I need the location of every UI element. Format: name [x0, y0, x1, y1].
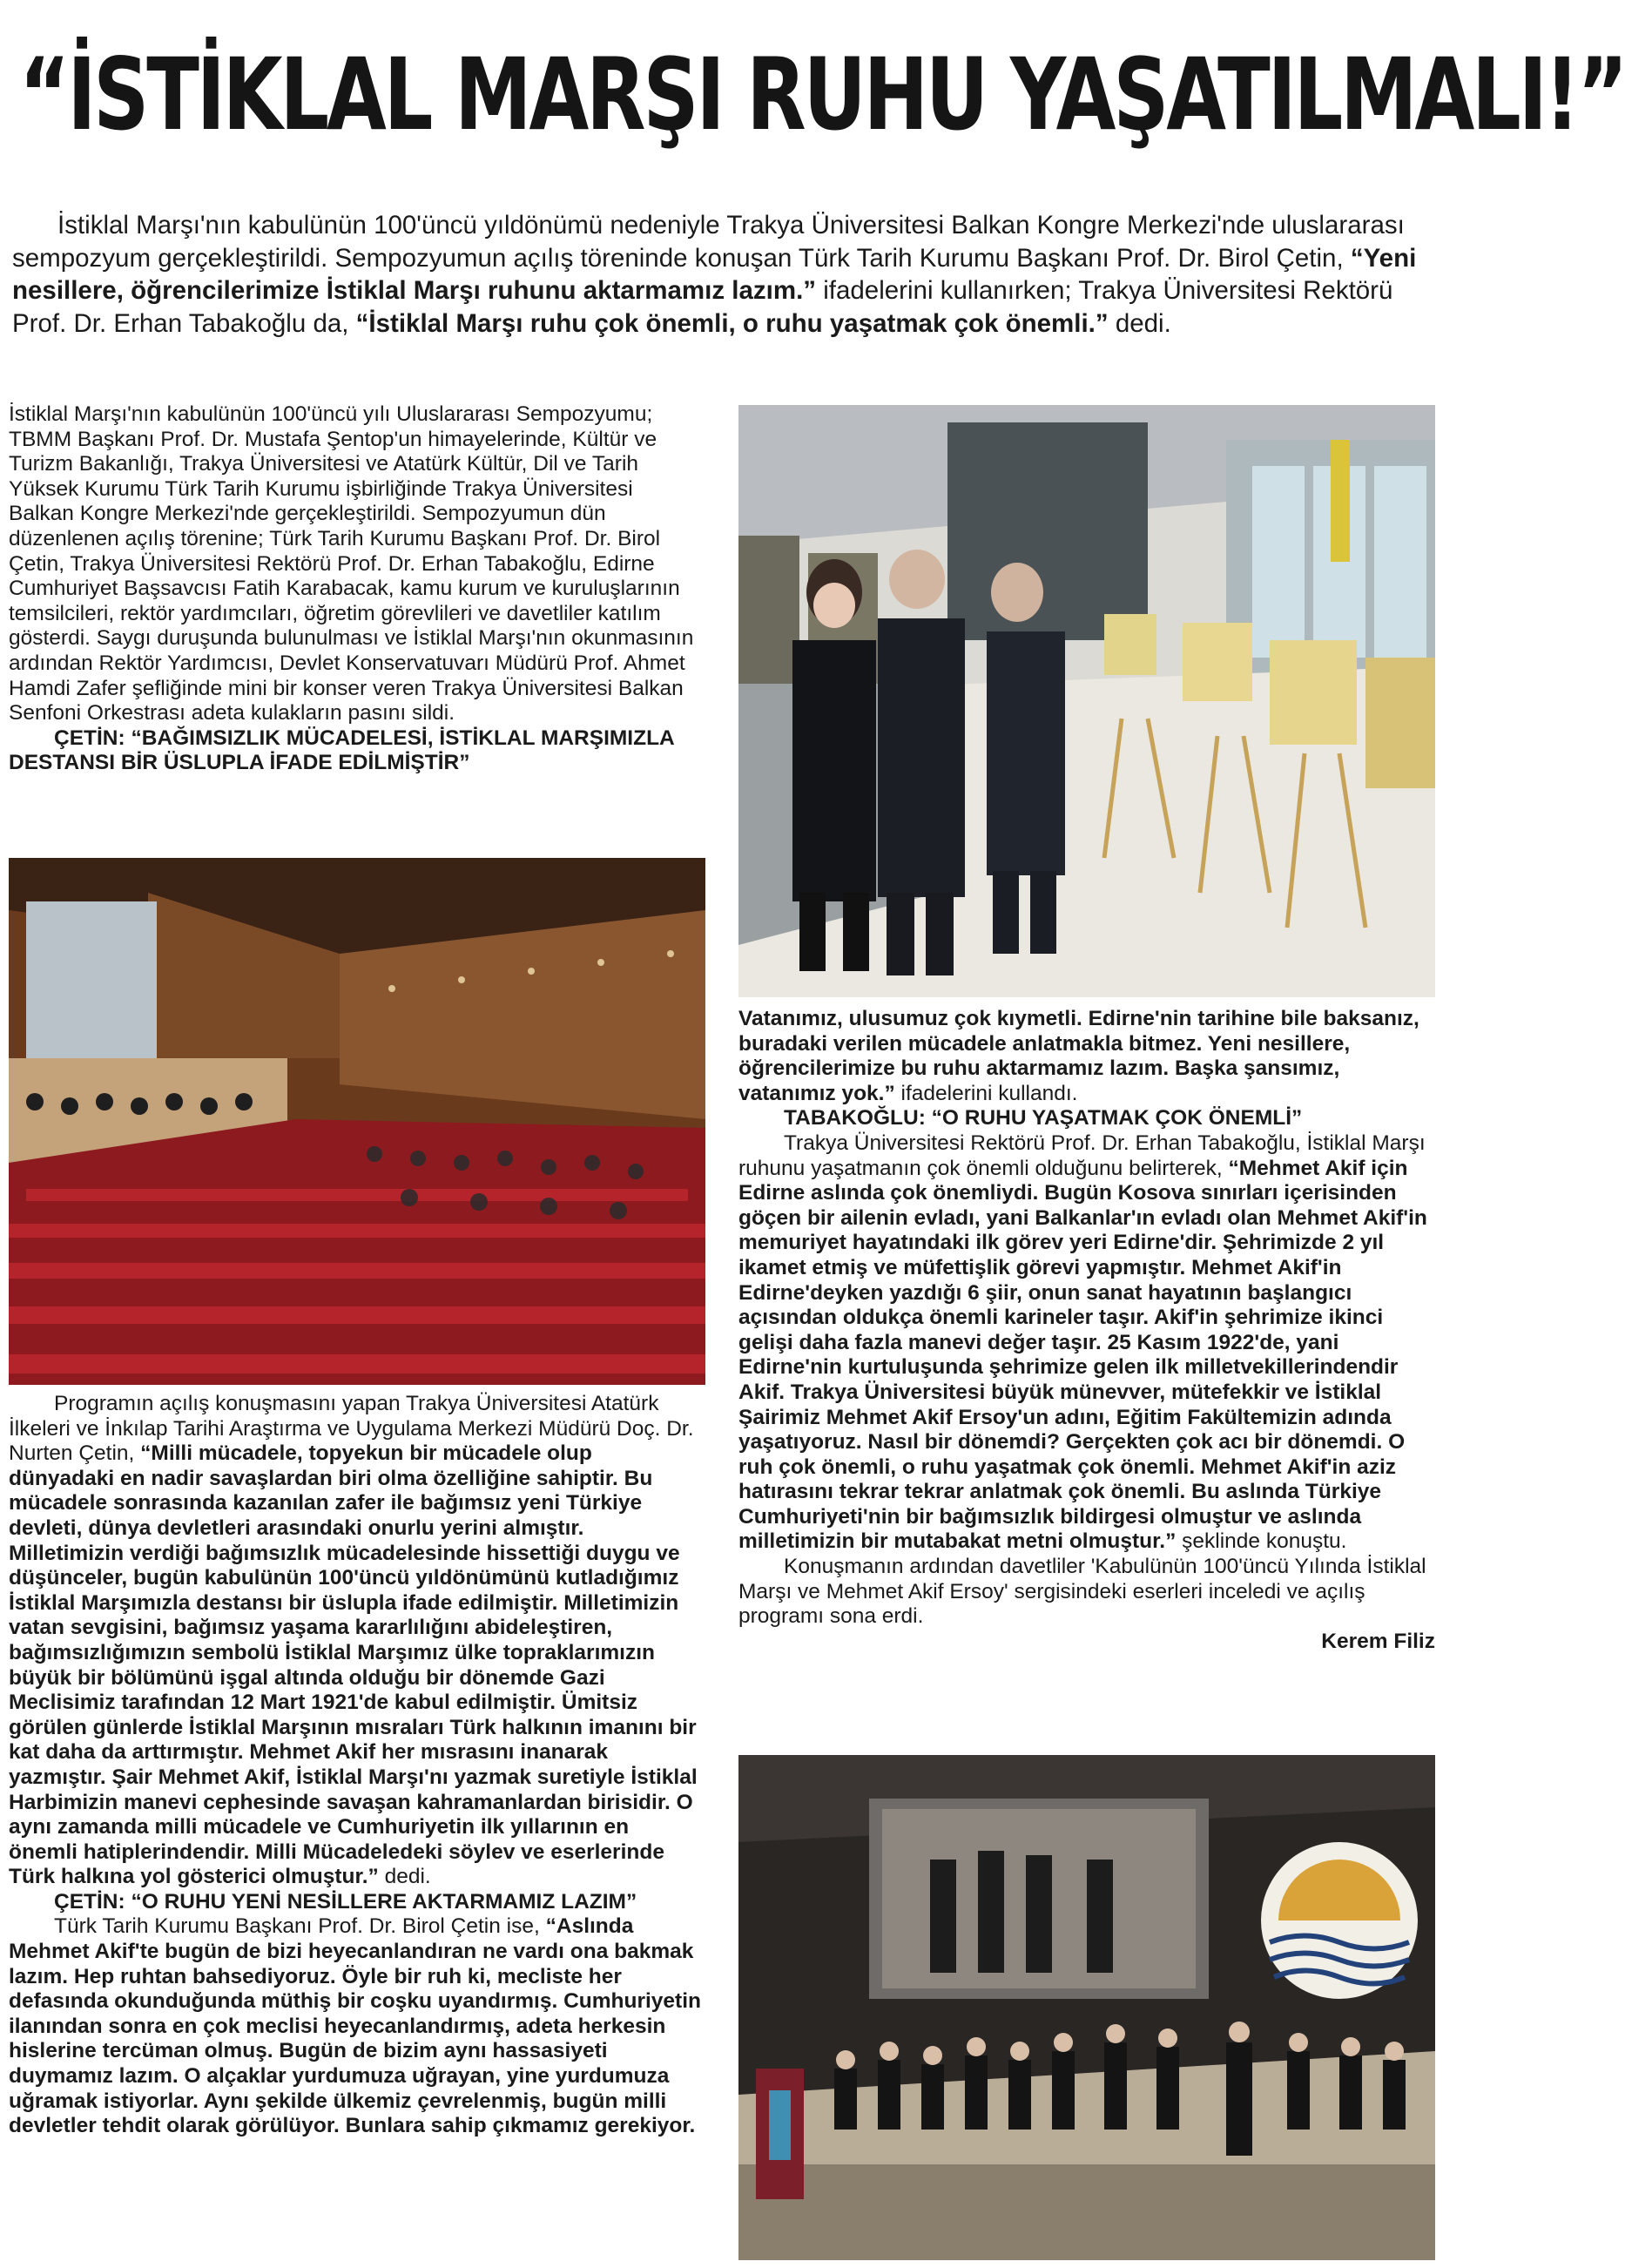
- left-column-top: [9, 402, 701, 776]
- nurten-intro: Programın açılış konuşmasını yapan Trakya Üniversitesi Atatürk İlkeleri ve İnkılap Tarihi Araştırma ve Uygulama Merkezi Müdürü Doç. Dr. Nurten Çetin,: [9, 1392, 694, 1466]
- closing-paragraph: Konuşmanın ardından davetliler 'Kabulünün 100'üncü Yılında İstiklal Marşı ve Mehmet Akif Ersoy' sergisindeki eserleri inceledi ve açılış programı sona erdi.: [738, 1555, 1426, 1629]
- lead-quote-2: “İstiklal Marşı ruhu çok önemli, o ruhu yaşatmak çok önemli.”: [355, 308, 1109, 338]
- orchestra-stage-photo: [738, 1755, 1435, 2260]
- nurten-quote: “Milli mücadele, topyekun bir mücadele olup dünyadaki en nadir savaşlardan biri olma özelliğine sahiptir. Bu mücadele sonrasında kazanılan zafer ile bağımsız yeni Türkiye devleti, dünya devletleri arasındaki onurlu yerini almıştır. Milletimizin verdiği bağımsızlık mücadelesinde hissettiği duygu ve düşünceler, bugün kabulünün 100'üncü yıldönümünü kutladığımız İstiklal Marşımızla destansı bir üslupla ifade edilmiştir. Milletimizin vatan sevgisini, bağımsız yaşama kararlılığını abideleştiren, bağımsızlığımızın sembolü İstiklal Marşımız ülke topraklarımızın büyük bir bölümünü işgal altında olduğu bir dönemde Gazi Meclisimiz tarafından 12 Mart 1921'de kabul edilmiştir. Ümitsiz görülen günlerde İstiklal Marşının mısraları Türk halkının imanını bir kat daha da arttırmıştır. Mehmet Akif her mısrasını inanarak yazmıştır. Şair Mehmet Akif, İstiklal Marşı'nı yazmak suretiyle İstiklal Harbimizin manevi cephesinde savaşan kahramanlardan birisidir. O aynı zamanda milli mücadele ve Cumhuriyetin ilk yıllarının en önemli hatiplerindendir. Milli Mücadeledeki söylev ve eserlerinde Türk halkına yol gösterici olmuştur.”: [9, 1441, 698, 1889]
- subheading-cetin-2: ÇETİN: “O RUHU YENİ NESİLLERE AKTARMAMIZ LAZIM”: [54, 1889, 637, 1914]
- concert-hall-photo-image: [9, 858, 705, 1385]
- birol-quote-continued: [738, 1007, 1435, 1106]
- tabakoglu-paragraph: [738, 1131, 1435, 1555]
- birol-intro: Türk Tarih Kurumu Başkanı Prof. Dr. Birol Çetin ise,: [54, 1914, 546, 1939]
- left-column-bottom: [9, 1392, 701, 2139]
- nurten-outro: dedi.: [378, 1865, 431, 1889]
- tabakoglu-quote: “Mehmet Akif için Edirne aslında çok önemliydi. Bugün Kosova sınırları içerisinden göçen bir ailenin evladı, yani Balkanlar'ın evladı olan Mehmet Akif'in memuriyet hayatındaki ilk görev yeri Edirne'dir. Şehrimizde 2 yıl ikamet etmiş ve müfettişlik görevi yapmıştır. Mehmet Akif'in Edirne'deyken yazdığı 6 şiir, onun sanat hayatının başlangıcı açısından oldukça önemli karineler taşır. Akif'in şehrimize ikinci gelişi daha fazla manevi değer taşır. 25 Kasım 1922'de, yani Edirne'nin kurtuluşunda şehrimize gelen ilk milletvekillerindendir Akif. Trakya Üniversitesi büyük münevver, mütefekkir ve İstiklal Şairimiz Mehmet Akif Ersoy'un adını, Eğitim Fakültemizin adında yaşatıyoruz. Nasıl bir dönemdi? Gerçekten çok acı bir dönemdi. O ruh çok önemli, o ruhu yaşatmak çok önemli. Mehmet Akif'in aziz hatırasını tekrar tekrar anlatmak çok önemli. Bu aslında Türkiye Cumhuriyeti'nin bir bağımsızlık bildirgesi olmuştur ve aslında milletimizin bir mutabakat metni olmuştur.”: [738, 1156, 1427, 1554]
- birol-quote: “Aslında Mehmet Akif'te bugün de bizi heyecanlandıran ne vardı ona bakmak lazım. Hep ruhtan bahsediyoruz. Öyle bir ruh ki, mecliste her defasında okunduğunda müthiş bir coşku uyandırmış. Cumhuriyetin ilanından sonra en çok meclisi heyecanlandırmış, adeta herkesin hislerine tercüman olmuş. Bugün de bizim aynı hassasiyeti duymamız lazım. O alçaklar yurdumuza uğrayan, yine yurdumuza uğramak istiyorlar. Aynı şekilde ülkemiz çevrelenmiş, bugün milli devletler tehdit olarak görülüyor. Bunlara sahip çıkmamız gerekiyor.: [9, 1914, 701, 2138]
- headline: “İSTİKLAL MARŞI RUHU YAŞATILMALI!”: [19, 37, 1625, 152]
- lead-paragraph: [12, 209, 1432, 340]
- lead-text-1: İstiklal Marşı'nın kabulünün 100'üncü yıldönümü nedeniyle Trakya Üniversitesi Balkan Kongre Merkezi'nde uluslararası sempozyum gerçekleştirildi. Sempozyumun açılış töreninde konuşan Türk Tarih Kurumu Başkanı Prof. Dr. Birol Çetin,: [12, 211, 1405, 273]
- right-column: [738, 1007, 1435, 1654]
- concert-hall-photo: [9, 858, 705, 1385]
- subheading-tabakoglu: TABAKOĞLU: “O RUHU YAŞATMAK ÇOK ÖNEMLİ”: [784, 1106, 1303, 1131]
- birol-cetin-paragraph: [9, 1914, 701, 2138]
- subheading-cetin-1: ÇETİN: “BAĞIMSIZLIK MÜCADELESİ, İSTİKLAL MARŞIMIZLA DESTANSI BİR ÜSLUPLA İFADE EDİLMİŞTİR”: [9, 726, 674, 775]
- birol-outro: ifadelerini kullandı.: [894, 1081, 1078, 1105]
- nurten-cetin-paragraph: [9, 1392, 701, 1890]
- birol-quote-cont: Vatanımız, ulusumuz çok kıymetli. Edirne'nin tarihine bile baksanız, buradaki verilen mücadele anlatmakla bitmez. Yeni nesillere, öğrencilerimize bu ruhu aktarmamız lazım. Başka şansımız, vatanımız yok.”: [738, 1007, 1419, 1105]
- exhibition-photo-image: [738, 405, 1435, 997]
- lead-quote-1: “Yeni nesillere, öğrencilerimize İstiklal Marşı ruhunu aktarmamız lazım.”: [12, 243, 1417, 305]
- tabakoglu-outro: şeklinde konuştu.: [1176, 1529, 1347, 1554]
- lead-text-3: dedi.: [1108, 308, 1171, 338]
- author-signature: Kerem Filiz: [1321, 1629, 1435, 1653]
- lead-text-2: ifadelerini kullanırken; Trakya Üniversitesi Rektörü Prof. Dr. Erhan Tabakoğlu da,: [12, 276, 1393, 338]
- intro-paragraph: İstiklal Marşı'nın kabulünün 100'üncü yılı Uluslararası Sempozyumu; TBMM Başkanı Prof. Dr. Mustafa Şentop'un himayelerinde, Kültür ve Turizm Bakanlığı, Trakya Üniversitesi ve Atatürk Kültür, Dil ve Tarih Yüksek Kurumu Türk Tarih Kurumu işbirliğinde Trakya Üniversitesi Balkan Kongre Merkezi'nde gerçekleştirildi. Sempozyumun dün düzenlenen açılış törenine; Türk Tarih Kurumu Başkanı Prof. Dr. Birol Çetin, Trakya Üniversitesi Rektörü Prof. Dr. Erhan Tabakoğlu, Edirne Cumhuriyet Başsavcısı Fatih Karabacak, kamu kurum ve kuruluşlarının temsilcileri, rektör yardımcıları, öğretim görevlileri ve davetliler katılım gösterdi. Saygı duruşunda bulunulması ve İstiklal Marşı'nın okunmasının ardından Rektör Yardımcısı, Devlet Konservatuvarı Müdürü Prof. Ahmet Hamdi Zafer şefliğinde mini bir konser veren Trakya Üniversitesi Balkan Senfoni Orkestrası adeta kulakların pasını sildi.: [9, 402, 694, 726]
- orchestra-stage-photo-image: [738, 1755, 1435, 2260]
- tabakoglu-intro: Trakya Üniversitesi Rektörü Prof. Dr. Erhan Tabakoğlu, İstiklal Marşı ruhunu yaşatmanın çok önemli olduğunu belirterek,: [738, 1131, 1426, 1180]
- exhibition-photo: [738, 405, 1435, 997]
